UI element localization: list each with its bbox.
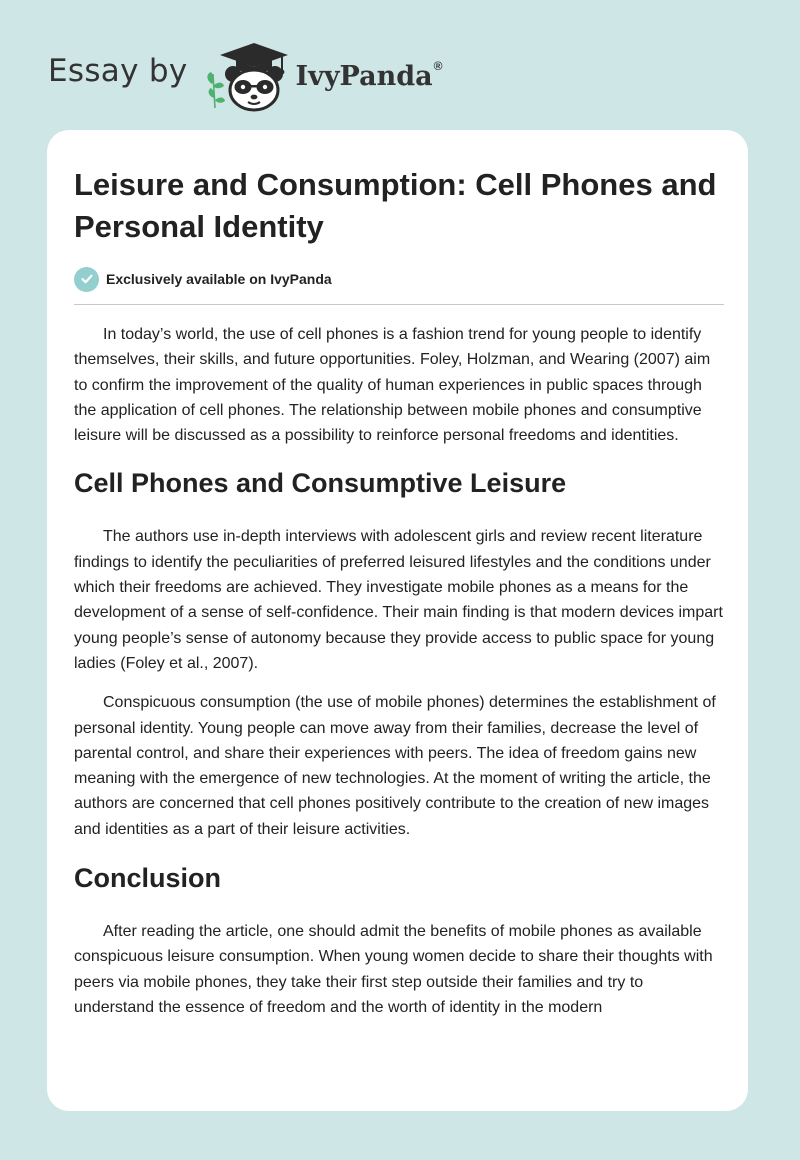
essay-by-label: Essay by bbox=[48, 53, 188, 89]
panda-logo-icon bbox=[202, 40, 292, 112]
check-circle-icon bbox=[74, 267, 99, 292]
registered-mark: ® bbox=[433, 58, 443, 73]
brand-name: IvyPanda® bbox=[295, 58, 443, 92]
section-heading-consumptive-leisure: Cell Phones and Consumptive Leisure bbox=[74, 468, 567, 499]
paragraph-intro: In today’s world, the use of cell phones is a fashion trend for young people to identify themselves, their skills, and future opportunities. Foley, Holzman, and Wearing (2007) aim to confirm the improvement of the quality of human experiences in public spaces through the application of cell phones. The relationship between mobile phones and consumptive leisure will be discussed as a possibility to reinforce personal freedoms and identities. bbox=[74, 326, 711, 445]
essay-card bbox=[47, 130, 748, 1111]
paragraph-conclusion: After reading the article, one should admit the benefits of mobile phones as available conspicuous leisure consumption. When young women decide to share their thoughts with peers via mobile phones, they take their first step outside their families and try to understand the essence of freedom and the worth of identity in the modern bbox=[74, 923, 713, 1016]
site-header-brand[interactable] bbox=[48, 36, 442, 116]
exclusive-badge bbox=[74, 266, 724, 292]
title-divider bbox=[74, 304, 724, 305]
paragraph-body-1: The authors use in-depth interviews with adolescent girls and review recent literature findings to identify the peculiarities of preferred leisured lifestyles and the conditions under which their freedoms are achieved. They investigate mobile phones as a means for the development of a sense of self-confidence. Their main finding is that modern devices impart young people’s sense of autonomy because they provide access to public space for young ladies (Foley et al., 2007). bbox=[74, 528, 723, 672]
exclusive-badge-label: Exclusively available on IvyPanda bbox=[106, 271, 332, 287]
essay-title: Leisure and Consumption: Cell Phones and Personal Identity bbox=[74, 167, 717, 244]
essay-content bbox=[74, 164, 724, 1020]
paragraph-body-2: Conspicuous consumption (the use of mobile phones) determines the establishment of personal identity. Young people can move away from their families, decrease the level of parental control, and share their experiences with peers. The idea of freedom gains new meaning with the emergence of new technologies. At the moment of writing the article, the authors are concerned that cell phones positively contribute to the creation of new images and identities as a part of their leisure activities. bbox=[74, 694, 716, 838]
ivy-leaf-icon bbox=[207, 72, 225, 103]
section-heading-conclusion: Conclusion bbox=[74, 863, 221, 894]
